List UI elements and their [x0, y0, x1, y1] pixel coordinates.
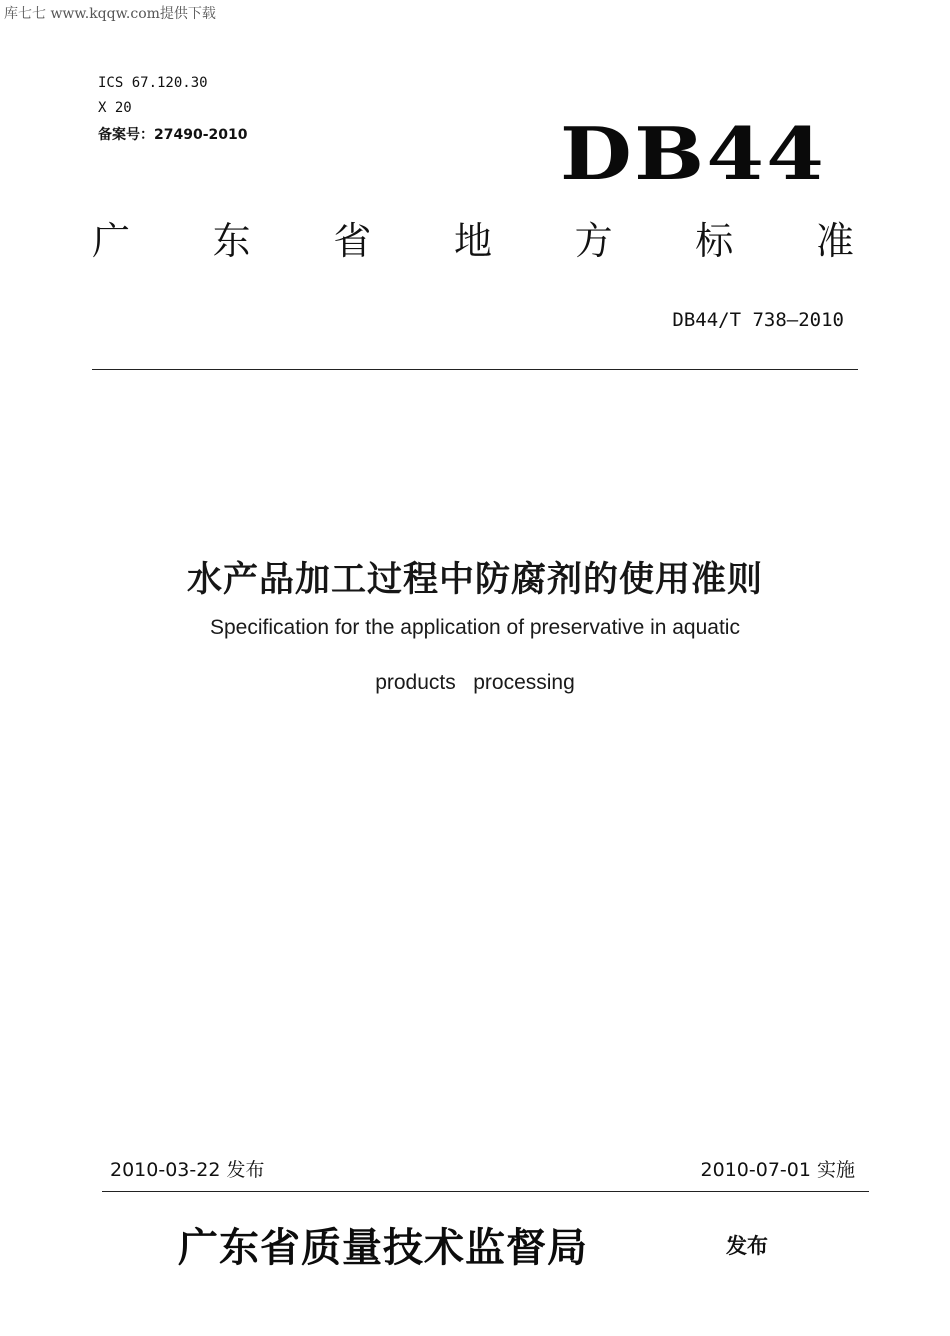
effective-date: 2010-07-01 实施 [700, 1159, 855, 1181]
ics-code: ICS 67.120.30 [98, 75, 208, 91]
standard-type-char: 地 [453, 219, 492, 263]
standard-type-heading [92, 219, 854, 263]
publish-label: 发布 [726, 1234, 768, 1258]
standard-type-char: 标 [695, 219, 734, 263]
ccs-code: X 20 [98, 100, 132, 116]
watermark-text: 库七七 www.kqqw.com提供下载 [4, 6, 216, 22]
document-title-english-line1: Specification for the application of preservative in aquatic [210, 616, 740, 639]
issuing-authority: 广东省质量技术监督局 [178, 1224, 588, 1271]
document-title-english-line2: products processing [375, 671, 575, 694]
standard-type-char: 广 [92, 219, 131, 263]
bottom-divider [102, 1191, 869, 1192]
record-number: 备案号：27490-2010 [98, 127, 248, 143]
standard-type-char: 省 [333, 219, 372, 263]
standard-type-char: 准 [815, 219, 854, 263]
standard-number: DB44/T 738—2010 [672, 309, 844, 331]
document-title-chinese: 水产品加工过程中防腐剂的使用准则 [186, 560, 763, 600]
top-divider [92, 369, 858, 370]
standard-code-logo: DB44 [560, 111, 827, 196]
standard-type-char: 方 [574, 219, 613, 263]
issue-date: 2010-03-22 发布 [110, 1159, 265, 1181]
standard-type-char: 东 [212, 219, 251, 263]
